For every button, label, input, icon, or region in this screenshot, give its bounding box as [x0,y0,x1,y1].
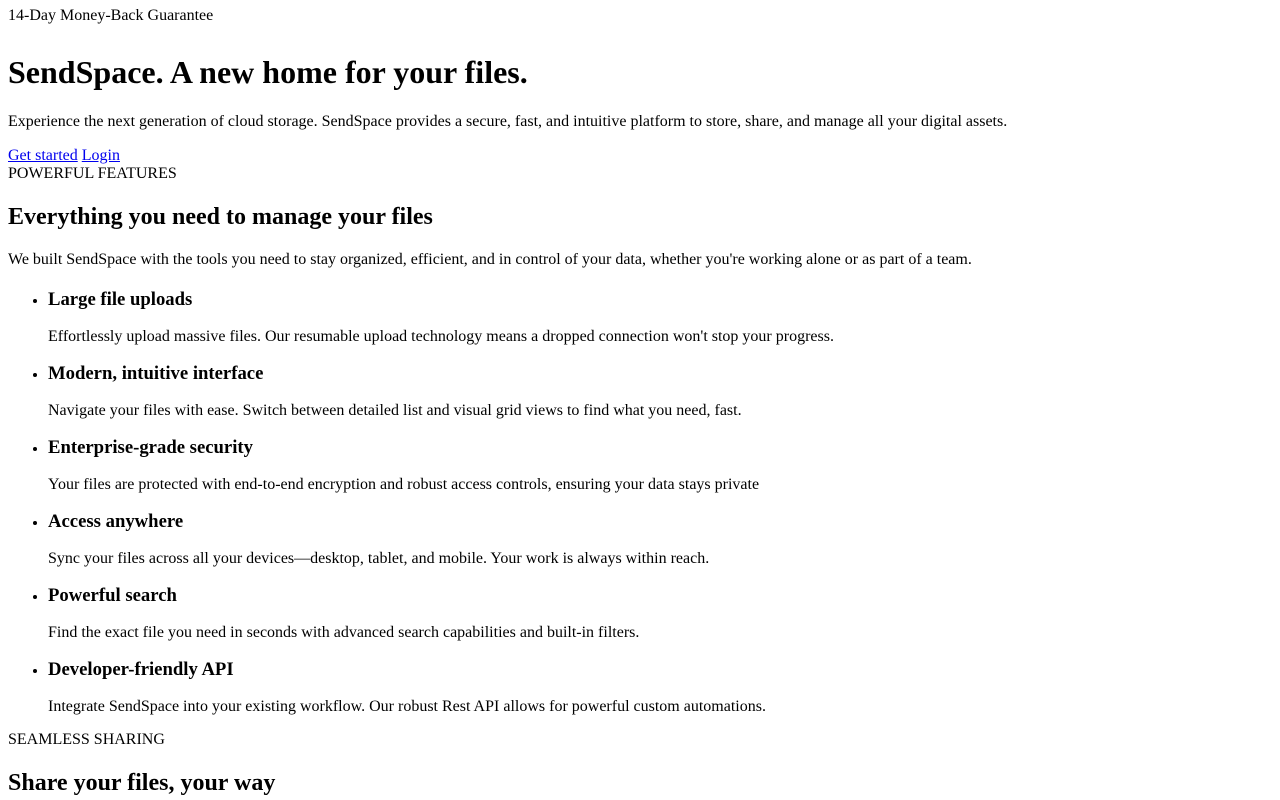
hero-title: SendSpace. A new home for your files. [8,54,528,90]
hero-cta-group [8,147,1272,165]
feature-item-access-anywhere [48,511,1272,568]
features-title: Everything you need to manage your files [8,204,433,230]
feature-description: Integrate SendSpace into your existing workflow. Our robust Rest API allows for powerful custom automations. [48,698,766,715]
feature-title: • Large file uploads [48,289,193,310]
feature-description: Effortlessly upload massive files. Our resumable upload technology means a dropped connection won't stop your progress. [48,328,834,345]
feature-item-large-file-uploads [48,289,1272,346]
feature-title: • Enterprise-grade security [48,437,253,458]
feature-description: Sync your files across all your devices—desktop, tablet, and mobile. Your work is always within reach. [48,550,710,567]
features-eyebrow: POWERFUL FEATURES [8,165,177,182]
login-link[interactable]: Login [81,147,120,164]
feature-item-enterprise-security [48,437,1272,494]
feature-title: • Powerful search [48,585,177,606]
feature-description: Find the exact file you need in seconds with advanced search capabilities and built-in filters. [48,624,640,641]
feature-description: Your files are protected with end-to-end encryption and robust access controls, ensuring your data stays private [48,476,760,493]
sharing-title: Share your files, your way [8,770,276,796]
feature-item-modern-interface [48,363,1272,420]
money-back-badge: 14-Day Money-Back Guarantee [8,7,214,24]
feature-description: Navigate your files with ease. Switch between detailed list and visual grid views to find what you need, fast. [48,402,742,419]
feature-title: • Modern, intuitive interface [48,363,264,384]
get-started-link[interactable]: Get started [8,147,78,164]
hero-description: Experience the next generation of cloud storage. SendSpace provides a secure, fast, and intuitive platform to store, share, and manage all your digital assets. [8,113,1008,130]
feature-title: • Access anywhere [48,511,184,532]
feature-item-developer-api [48,659,1272,716]
sharing-eyebrow: SEAMLESS SHARING [8,731,165,748]
feature-item-powerful-search [48,585,1272,642]
feature-title: • Developer-friendly API [48,659,234,680]
features-description: We built SendSpace with the tools you need to stay organized, efficient, and in control of your data, whether you're working alone or as part of a team. [8,251,972,268]
features-list [8,289,1272,716]
